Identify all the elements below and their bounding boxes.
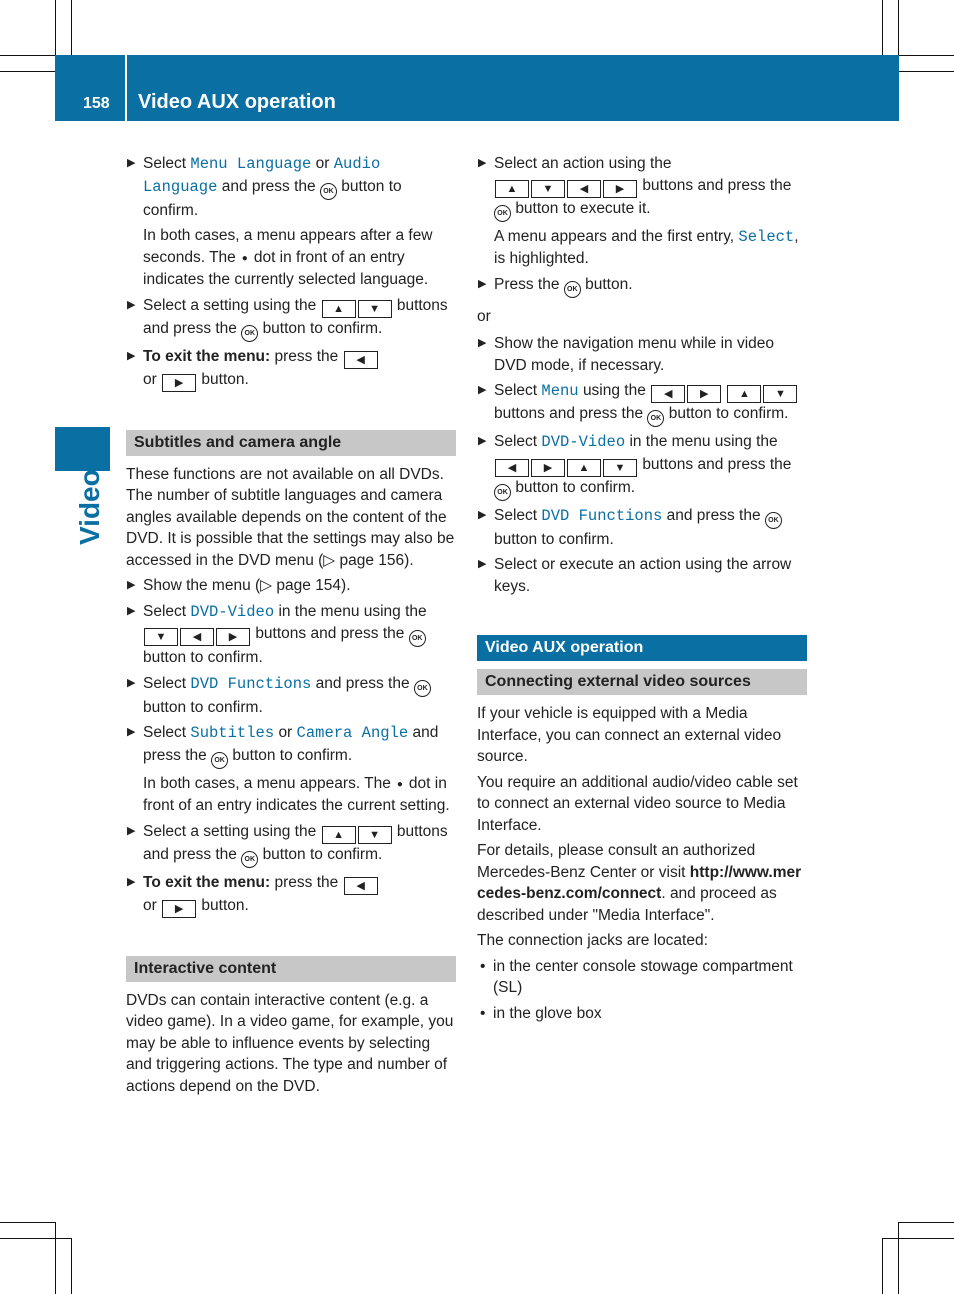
page-header xyxy=(55,55,899,121)
ok-button-icon: OK xyxy=(211,752,228,769)
left-key-icon: ◀ xyxy=(180,628,214,646)
side-tab-label: Video xyxy=(74,469,105,545)
instruction-step: ▶ Select a setting using the ▲ ▼ buttons and press the OK button to confirm. xyxy=(126,821,456,868)
right-key-icon: ▶ xyxy=(531,459,565,477)
crop-mark xyxy=(898,1222,899,1294)
down-key-icon: ▼ xyxy=(144,628,178,646)
crop-mark xyxy=(882,1238,954,1239)
section-heading: Subtitles and camera angle xyxy=(126,430,456,456)
section-heading-main: Video AUX operation xyxy=(477,635,807,661)
step-arrow-icon: ▶ xyxy=(127,824,136,837)
instruction-step: ▶ Select Menu using the ◀ ▶ ▲ ▼ buttons and press the OK button to confirm. xyxy=(477,380,807,427)
or-separator: or xyxy=(477,307,491,325)
crop-mark xyxy=(0,1222,56,1223)
instruction-step: ▶ Select DVD-Video in the menu using the ◀ ▶ ▲ ▼ buttons and press the OK button to confirm. xyxy=(477,431,807,501)
ok-button-icon: OK xyxy=(564,281,581,298)
crop-mark xyxy=(0,55,56,56)
instruction-step: ▶ Select a setting using the ▲ ▼ buttons and press the OK button to confirm. xyxy=(126,295,456,342)
instruction-step: ▶ Show the menu (▷ page 154). xyxy=(126,575,456,597)
down-key-icon: ▼ xyxy=(358,300,392,318)
instruction-step: ▶ Select an action using the ▲ ▼ ◀ ▶ buttons and press the OK button to execute it. xyxy=(477,153,807,222)
down-key-icon: ▼ xyxy=(763,385,797,403)
step-arrow-icon: ▶ xyxy=(127,349,136,362)
down-key-icon: ▼ xyxy=(603,459,637,477)
left-key-icon: ◀ xyxy=(651,385,685,403)
menu-item-code: DVD-Video xyxy=(541,433,626,451)
right-column xyxy=(477,153,807,1028)
up-key-icon: ▲ xyxy=(567,459,601,477)
down-key-icon: ▼ xyxy=(531,180,565,198)
page-title: Video AUX operation xyxy=(138,91,336,113)
body-paragraph: You require an additional audio/video cable set to connect an external video source to Media Interface. xyxy=(477,773,798,834)
crop-mark xyxy=(55,0,56,56)
right-key-icon: ▶ xyxy=(687,385,721,403)
right-key-icon: ▶ xyxy=(216,628,250,646)
menu-item-code: DVD Functions xyxy=(190,674,312,693)
left-key-icon: ◀ xyxy=(567,180,601,198)
right-key-icon: ▶ xyxy=(603,180,637,198)
up-key-icon: ▲ xyxy=(322,826,356,844)
bullet-icon: • xyxy=(480,957,486,975)
step-arrow-icon: ▶ xyxy=(127,604,136,617)
step-arrow-icon: ▶ xyxy=(478,277,487,290)
list-item: • in the center console stowage compartment (SL) xyxy=(480,957,793,996)
step-arrow-icon: ▶ xyxy=(127,676,136,689)
left-key-icon: ◀ xyxy=(344,351,378,369)
right-key-icon: ▶ xyxy=(162,900,196,918)
step-arrow-icon: ▶ xyxy=(478,157,487,169)
crop-mark xyxy=(898,71,954,72)
down-key-icon: ▼ xyxy=(358,826,392,844)
instruction-step: ▶ Select or execute an action using the arrow keys. xyxy=(478,556,792,595)
selection-dot-icon: ● xyxy=(396,778,403,790)
step-arrow-icon: ▶ xyxy=(127,875,136,888)
menu-item-code: Menu Language xyxy=(190,155,312,173)
step-arrow-icon: ▶ xyxy=(478,384,487,396)
crop-mark xyxy=(898,55,954,56)
ok-button-icon: OK xyxy=(409,630,426,647)
crop-mark xyxy=(71,1238,72,1294)
up-key-icon: ▲ xyxy=(322,300,356,318)
body-paragraph: DVDs can contain interactive content (e.g. a video game). In a video game, for example, you may be able to influence events by selecting and triggering actions. The type and number of actions depend on the DVD. xyxy=(126,991,454,1095)
crop-mark xyxy=(898,1222,954,1223)
ok-button-icon: OK xyxy=(494,484,511,501)
crop-mark xyxy=(71,0,72,56)
instruction-step: ▶ Select Subtitles or Camera Angle and press the OK button to confirm. xyxy=(126,722,456,769)
instruction-step: ▶ Select Menu Language or Audio Language and press the OK button to confirm. xyxy=(127,155,402,219)
instruction-step: ▶ Select DVD Functions and press the OK button to confirm. xyxy=(477,505,807,551)
step-arrow-icon: ▶ xyxy=(478,337,487,349)
crop-mark xyxy=(55,1222,56,1294)
step-arrow-icon: ▶ xyxy=(478,435,487,447)
side-tab-marker xyxy=(55,427,110,471)
step-note: In both cases, a menu appears after a few seconds. The ● dot in front of an entry indicates the currently selected language. xyxy=(143,227,433,288)
step-arrow-icon: ▶ xyxy=(127,726,136,738)
ok-button-icon: OK xyxy=(494,205,511,222)
website-link[interactable]: http://www.mercedes-benz.com/connect xyxy=(477,863,802,902)
crop-mark xyxy=(0,71,56,72)
page-number: 158 xyxy=(83,95,110,112)
ok-button-icon: OK xyxy=(647,410,664,427)
menu-item-code: Select xyxy=(738,227,795,246)
list-item: • in the glove box xyxy=(477,1003,807,1025)
step-arrow-icon: ▶ xyxy=(478,558,487,570)
crop-mark xyxy=(0,1238,72,1239)
up-key-icon: ▲ xyxy=(727,385,761,403)
step-note: In both cases, a menu appears. The ● dot in front of an entry indicates the current setting. xyxy=(143,774,450,814)
ok-button-icon: OK xyxy=(414,680,431,697)
step-note: A menu appears and the first entry, Select, is highlighted. xyxy=(494,227,799,267)
section-heading: Interactive content xyxy=(126,956,456,982)
left-key-icon: ◀ xyxy=(495,459,529,477)
ok-button-icon: OK xyxy=(241,325,258,342)
up-key-icon: ▲ xyxy=(495,180,529,198)
header-separator xyxy=(125,55,127,121)
menu-item-code: Subtitles xyxy=(190,724,275,742)
step-arrow-icon: ▶ xyxy=(478,508,487,521)
step-arrow-icon: ▶ xyxy=(127,298,136,311)
instruction-step: ▶ To exit the menu: press the ◀ or ▶ button. xyxy=(126,346,456,392)
crop-mark xyxy=(882,0,883,56)
crop-mark xyxy=(882,1238,883,1294)
menu-item-code: DVD-Video xyxy=(190,602,275,621)
body-paragraph: The connection jacks are located: xyxy=(477,932,708,949)
bullet-icon: • xyxy=(480,1004,486,1022)
step-arrow-icon: ▶ xyxy=(127,579,136,591)
crop-mark xyxy=(898,0,899,56)
menu-item-code: DVD Functions xyxy=(541,506,663,525)
body-paragraph: If your vehicle is equipped with a Media Interface, you can connect an external video source. xyxy=(477,705,782,765)
left-column xyxy=(126,153,456,1101)
ok-button-icon: OK xyxy=(765,512,782,529)
instruction-step: ▶ Show the navigation menu while in video DVD mode, if necessary. xyxy=(478,335,775,374)
menu-item-code: Audio Language xyxy=(143,155,381,196)
ok-button-icon: OK xyxy=(241,851,258,868)
ok-button-icon: OK xyxy=(320,183,337,200)
body-paragraph: For details, please consult an authorized Mercedes-Benz Center or visit http://www.mercedes-benz.com/connect. and proceed as described under "Media Interface". xyxy=(477,842,802,924)
menu-item-code: Camera Angle xyxy=(296,724,409,742)
instruction-step: ▶ Select DVD-Video in the menu using the ▼ ◀ ▶ buttons and press the OK button to confirm. xyxy=(127,602,427,666)
section-heading: Connecting external video sources xyxy=(477,669,807,695)
selection-dot-icon: ● xyxy=(241,252,248,264)
body-paragraph: These functions are not available on all DVDs. The number of subtitle languages and camera angles available depends on the content of the DVD. It is possible that the settings may also be accessed in the DVD menu (▷ page 156). xyxy=(126,465,455,569)
menu-item-code: Menu xyxy=(541,382,579,400)
instruction-step: ▶ Press the OK button. xyxy=(477,274,807,298)
step-arrow-icon: ▶ xyxy=(127,157,136,169)
instruction-step: ▶ To exit the menu: press the ◀ or ▶ button. xyxy=(126,872,456,918)
left-key-icon: ◀ xyxy=(344,877,378,895)
right-key-icon: ▶ xyxy=(162,374,196,392)
instruction-step: ▶ Select DVD Functions and press the OK button to confirm. xyxy=(126,673,456,719)
